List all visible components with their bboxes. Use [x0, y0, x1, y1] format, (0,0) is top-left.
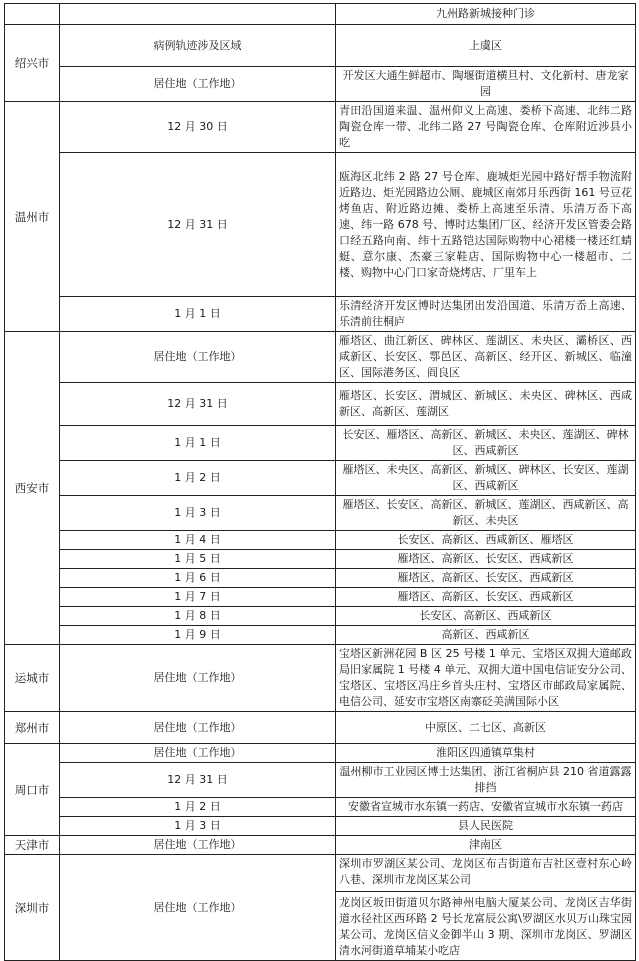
tianjin-residence: 津南区 — [336, 836, 636, 855]
tianjin-residence-label: 居住地（工作地） — [60, 836, 336, 855]
shaoxing-residence: 开发区大通生鲜超市、陶堰街道横旦村、文化新村、唐龙家园 — [336, 67, 636, 102]
zhengzhou-residence: 中原区、二七区、高新区 — [336, 712, 636, 744]
xian-date: 1 月 7 日 — [60, 588, 336, 607]
zhoukou-residence-label: 居住地（工作地） — [60, 744, 336, 763]
wenzhou-track: 瓯海区北纬 2 路 27 号仓库、鹿城炬光园中路好帮手物流附近路边、炬光园路边公厕、鹿城区南郊月乐西街 161 号豆花烤鱼店、附近路边摊、娄桥上高速至乐清、乐清万岙下高速、纬一路 678 号、博时达集团厂区、经济开发区管委会路口经五路向南、纬十五路铠达国际购物中心裙楼一楼还红蜻蜓、意尔康、杰豪三家鞋店、国际购物中心一楼超市、二楼、购物中心门口家奇烧烤店、厂里车上 — [336, 153, 636, 297]
header-blank-2 — [60, 4, 336, 25]
xian-date: 1 月 8 日 — [60, 607, 336, 626]
xian-date: 1 月 9 日 — [60, 626, 336, 645]
shaoxing-residence-label: 居住地（工作地） — [60, 67, 336, 102]
xian-track: 长安区、高新区、西咸新区、雁塔区 — [336, 531, 636, 550]
yuncheng-residence: 宝塔区新洲花园 B 区 25 号楼 1 单元、宝塔区双拥大道邮政局旧家属院 1 号楼 4 单元、双拥大道中国电信证安分公司、宝塔区、宝塔区冯庄乡首头庄村、宝塔区市邮政局家属院、电信公司、延安市宝塔区南寨砭美满国际小区 — [336, 645, 636, 712]
wenzhou-date: 12 月 30 日 — [60, 102, 336, 153]
xian-track: 雁塔区、未央区、高新区、新城区、碑林区、长安区、莲湖区、西咸新区 — [336, 461, 636, 496]
xian-residence-label: 居住地（工作地） — [60, 332, 336, 383]
xian-track: 长安区、雁塔区、高新区、新城区、未央区、莲湖区、碑林区、西咸新区 — [336, 426, 636, 461]
city-xian: 西安市 — [5, 332, 60, 645]
xian-track: 雁塔区、高新区、长安区、西咸新区 — [336, 569, 636, 588]
xian-date: 1 月 4 日 — [60, 531, 336, 550]
zhoukou-track: 县人民医院 — [336, 817, 636, 836]
wenzhou-date: 1 月 1 日 — [60, 297, 336, 332]
xian-track: 雁塔区、长安区、渭城区、新城区、未央区、碑林区、西咸新区、高新区、莲湖区 — [336, 383, 636, 426]
xian-track: 长安区、高新区、西咸新区 — [336, 607, 636, 626]
shaoxing-district: 上虞区 — [336, 25, 636, 67]
xian-date: 1 月 1 日 — [60, 426, 336, 461]
shenzhen-residence-cell — [336, 855, 636, 961]
shenzhen-residence-label: 居住地（工作地） — [60, 855, 336, 961]
zhoukou-track: 安徽省宣城市水东镇一药店、安徽省宣城市水东镇一药店 — [336, 798, 636, 817]
xian-date: 1 月 6 日 — [60, 569, 336, 588]
city-zhoukou: 周口市 — [5, 744, 60, 836]
city-shaoxing: 绍兴市 — [5, 25, 60, 102]
yuncheng-residence-label: 居住地（工作地） — [60, 645, 336, 712]
wenzhou-date: 12 月 31 日 — [60, 153, 336, 297]
city-wenzhou: 温州市 — [5, 102, 60, 332]
area-column-header: 病例轨迹涉及区域 — [60, 25, 336, 67]
xian-date: 1 月 3 日 — [60, 496, 336, 531]
clinic-name: 九州路新城接种门诊 — [336, 4, 636, 25]
zhoukou-date: 1 月 3 日 — [60, 817, 336, 836]
xian-date: 12 月 31 日 — [60, 383, 336, 426]
city-yuncheng: 运城市 — [5, 645, 60, 712]
city-zhengzhou: 郑州市 — [5, 712, 60, 744]
xian-residence: 雁塔区、曲江新区、碑林区、莲湖区、未央区、灞桥区、西咸新区、长安区、鄠邑区、高新区、经开区、新城区、临潼区、国际港务区、阎良区 — [336, 332, 636, 383]
xian-track: 雁塔区、高新区、长安区、西咸新区 — [336, 550, 636, 569]
xian-date: 1 月 2 日 — [60, 461, 336, 496]
shenzhen-residence-a: 深圳市罗湖区某公司、龙岗区布吉街道布吉社区壹村东心岭八巷、深圳市龙岗区某公司 — [336, 855, 635, 892]
zhoukou-residence: 淮阳区四通镇草集村 — [336, 744, 636, 763]
wenzhou-track: 乐清经济开发区博时达集团出发沿国道、乐清万岙上高速、乐清前往桐庐 — [336, 297, 636, 332]
shenzhen-residence-b: 龙岗区坂田街道贝尔路神州电脑大厦某公司、龙岗区吉华街道水径社区西环路 2 号长龙富辰公寓\罗湖区水贝万山珠宝园某公司、龙岗区信义金御半山 3 期、深圳市龙岗区、罗湖区清水河街道草埔某小吃店 — [339, 896, 632, 957]
zhoukou-date: 12 月 31 日 — [60, 763, 336, 798]
zhengzhou-residence-label: 居住地（工作地） — [60, 712, 336, 744]
header-blank — [5, 4, 60, 25]
case-trajectory-table — [4, 3, 636, 961]
xian-date: 1 月 5 日 — [60, 550, 336, 569]
zhoukou-date: 1 月 2 日 — [60, 798, 336, 817]
xian-track: 高新区、西咸新区 — [336, 626, 636, 645]
xian-track: 雁塔区、高新区、长安区、西咸新区 — [336, 588, 636, 607]
city-tianjin: 天津市 — [5, 836, 60, 855]
wenzhou-track: 青田沿国道来温、温州仰义上高速、娄桥下高速、北纬二路陶瓷仓库一带、北纬二路 27 号陶瓷仓库、仓库附近涉县小吃 — [336, 102, 636, 153]
zhoukou-track: 温州柳市工业园区博士达集团、浙江省桐庐县 210 省道露露排挡 — [336, 763, 636, 798]
city-shenzhen: 深圳市 — [5, 855, 60, 961]
xian-track: 雁塔区、长安区、高新区、新城区、莲湖区、西咸新区、高新区、未央区 — [336, 496, 636, 531]
